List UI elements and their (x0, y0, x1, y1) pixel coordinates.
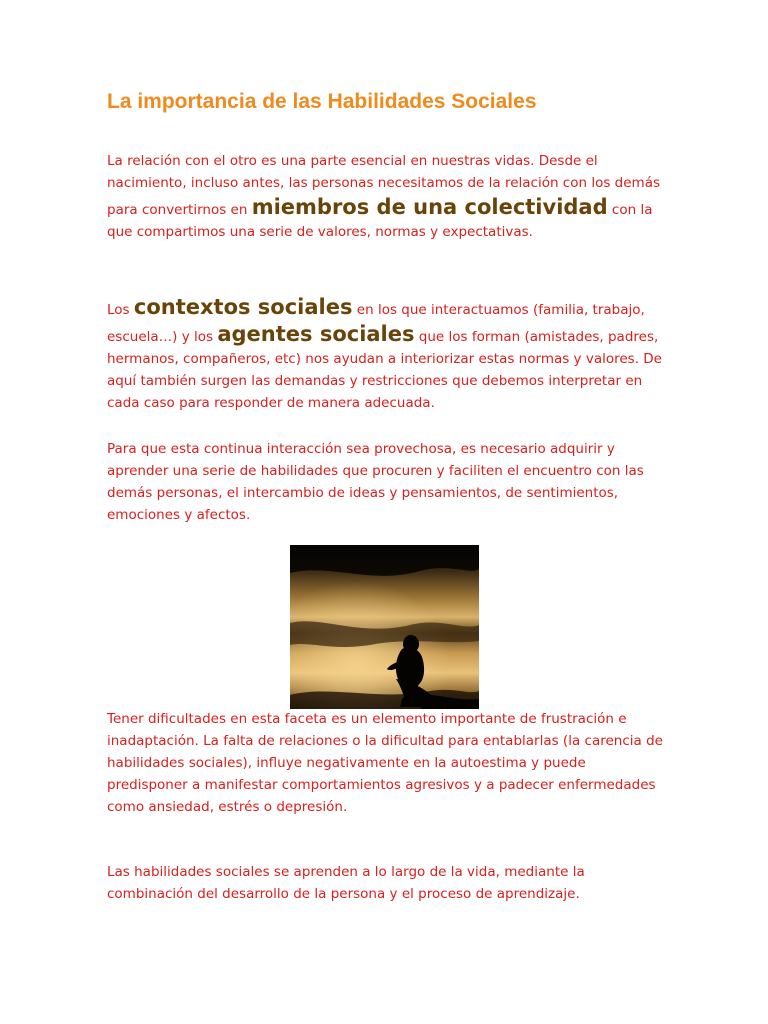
paragraph-1-text-b: con la que compartimos una serie de valores, normas y expectativas. (107, 202, 653, 240)
paragraph-2-text-a: Los (107, 302, 134, 318)
paragraph-2-emphasis-2: agentes sociales (217, 322, 415, 346)
silhouette-photo (290, 545, 479, 709)
paragraph-2-text-c: que los forman (amistades, padres, hermanos, compañeros, etc) nos ayudan a interiorizar estas normas y valores. De aquí también surgen las demandas y restricciones que debemos interpretar en cada caso para responder de manera adecuada. (107, 329, 662, 411)
sunset-silhouette-image (290, 545, 479, 709)
paragraph-1-emphasis: miembros de una colectividad (251, 195, 608, 219)
paragraph-5: Las habilidades sociales se aprenden a lo largo de la vida, mediante la combinación del desarrollo de la persona y el proceso de aprendizaje. (107, 864, 585, 902)
paragraph-1-text-a: La relación con el otro es una parte esencial en nuestras vidas. Desde el nacimiento, incluso antes, las personas necesitamos de la relación con los demás para convertirnos en (107, 153, 660, 218)
paragraph-1 (107, 150, 667, 243)
page-title: La importancia de las Habilidades Sociales (107, 90, 537, 113)
paragraph-2-text-b: en los que interactuamos (familia, trabajo, escuela…) y los (107, 302, 645, 345)
paragraph-4: Tener dificultades en esta faceta es un elemento importante de frustración e inadaptación. La falta de relaciones o la dificultad para entablarlas (la carencia de habilidades sociales), influye negativamente en la autoestima y puede predisponer a manifestar comportamientos agresivos y a padecer enfermedades como ansiedad, estrés o depresión. (107, 711, 663, 815)
paragraph-2 (107, 294, 667, 414)
paragraph-3: Para que esta continua interacción sea provechosa, es necesario adquirir y aprender una serie de habilidades que procuren y faciliten el encuentro con las demás personas, el intercambio de ideas y pensamientos, de sentimientos, emociones y afectos. (107, 441, 644, 523)
paragraph-2-emphasis-1: contextos sociales (133, 295, 353, 319)
